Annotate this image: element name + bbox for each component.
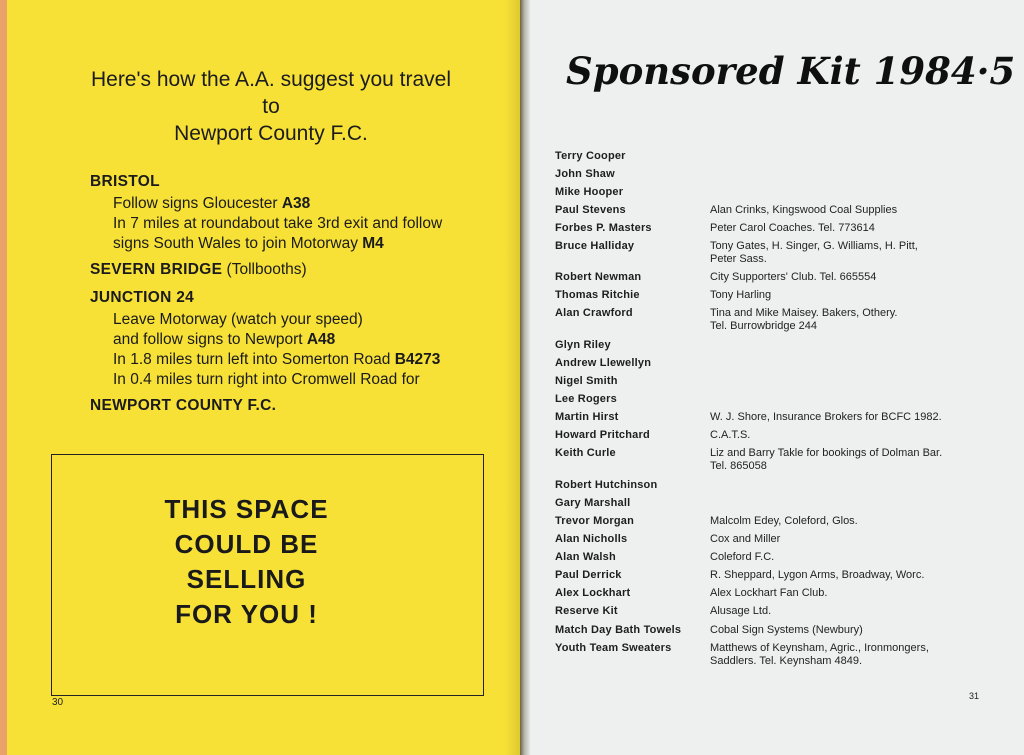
kit-item-name: Keith Curle — [555, 447, 616, 459]
book-gutter — [520, 0, 530, 755]
advert-line: COULD BE — [174, 529, 319, 559]
advert-space-box — [51, 454, 484, 696]
kit-sponsor-text: Alex Lockhart Fan Club. — [710, 587, 828, 599]
route-step-text: Follow signs Gloucester — [113, 195, 282, 212]
kit-item-name: Bruce Halliday — [555, 240, 635, 252]
kit-item-name: Andrew Llewellyn — [555, 357, 652, 369]
route-step — [90, 330, 500, 350]
road-number: A48 — [306, 331, 336, 348]
kit-sponsor-text: Tel. Burrowbridge 244 — [710, 320, 818, 332]
route-step: In 7 miles at roundabout take 3rd exit and follow — [113, 215, 443, 232]
kit-item-name: Gary Marshall — [555, 497, 631, 509]
route-step — [90, 350, 500, 370]
route-destination: NEWPORT COUNTY F.C. — [90, 397, 277, 414]
kit-sponsor-text: Coleford F.C. — [710, 551, 775, 563]
kit-sponsor-text: Peter Carol Coaches. Tel. 773614 — [710, 222, 875, 234]
kit-sponsor-text: City Supporters' Club. Tel. 665554 — [710, 271, 877, 283]
kit-item-name: Howard Pritchard — [555, 429, 650, 441]
route-step-text: and follow signs to Newport — [113, 331, 307, 348]
route-heading-bristol: BRISTOL — [90, 173, 160, 190]
kit-item-name: Martin Hirst — [555, 411, 619, 423]
kit-item-name: Alan Walsh — [555, 551, 616, 563]
advert-line: THIS SPACE — [164, 494, 329, 524]
route-directions — [90, 172, 500, 418]
page-edge — [0, 0, 7, 755]
kit-item-name: Nigel Smith — [555, 375, 618, 387]
kit-item-name: Alan Crawford — [555, 307, 633, 319]
kit-sponsor-text: Saddlers. Tel. Keynsham 4849. — [710, 655, 863, 667]
kit-sponsor-text: Tel. 865058 — [710, 460, 767, 472]
route-heading-severn-bridge — [90, 260, 500, 280]
route-step-text: In 1.8 miles turn left into Somerton Road — [113, 351, 395, 368]
kit-item-name: Paul Derrick — [555, 569, 622, 581]
page-number-right: 31 — [969, 691, 980, 701]
kit-sponsor-text: Cobal Sign Systems (Newbury) — [710, 624, 863, 636]
kit-sponsor-text: R. Sheppard, Lygon Arms, Broadway, Worc. — [710, 569, 925, 581]
route-step — [90, 194, 500, 214]
kit-item-name: Paul Stevens — [555, 204, 626, 216]
advert-line: SELLING — [186, 564, 307, 594]
road-number: A38 — [281, 195, 311, 212]
kit-item-name: Alan Nicholls — [555, 533, 628, 545]
kit-item-name: Mike Hooper — [555, 186, 624, 198]
advert-text — [52, 492, 483, 632]
kit-item-name: Lee Rogers — [555, 393, 617, 405]
route-step — [90, 234, 500, 254]
route-heading-junction: JUNCTION 24 — [90, 289, 195, 306]
kit-item-name: Youth Team Sweaters — [555, 642, 672, 654]
kit-item-name: Alex Lockhart — [555, 587, 631, 599]
travel-title — [40, 66, 502, 147]
kit-sponsor-text: W. J. Shore, Insurance Brokers for BCFC 1982. — [710, 411, 942, 423]
kit-item-name: John Shaw — [555, 168, 615, 180]
route-step: In 0.4 miles turn right into Cromwell Road for — [113, 371, 420, 388]
advert-line: FOR YOU ! — [175, 599, 318, 629]
page-title: Sponsored Kit 1984·5 — [566, 49, 1016, 93]
kit-item-name: Reserve Kit — [555, 605, 618, 617]
kit-sponsor-text: Tony Harling — [710, 289, 772, 301]
route-step-text: signs South Wales to join Motorway — [113, 235, 363, 252]
route-heading-text: SEVERN BRIDGE — [90, 261, 223, 278]
travel-title-line: to — [262, 95, 280, 118]
kit-sponsor-text: Tina and Mike Maisey. Bakers, Othery. — [710, 307, 898, 319]
kit-sponsor-text: Alan Crinks, Kingswood Coal Supplies — [710, 204, 898, 216]
kit-item-name: Match Day Bath Towels — [555, 624, 682, 636]
road-number: B4273 — [394, 351, 441, 368]
page-number-left: 30 — [52, 697, 64, 708]
kit-sponsor-text: Tony Gates, H. Singer, G. Williams, H. Pitt, — [710, 240, 918, 252]
kit-sponsor-text: C.A.T.S. — [710, 429, 751, 441]
travel-title-line: Newport County F.C. — [174, 122, 368, 145]
kit-sponsor-text: Alusage Ltd. — [710, 605, 772, 617]
kit-sponsor-text: Peter Sass. — [710, 253, 767, 265]
kit-sponsor-text: Cox and Miller — [710, 533, 781, 545]
kit-sponsor-text: Liz and Barry Takle for bookings of Dolman Bar. — [710, 447, 943, 459]
kit-item-name: Terry Cooper — [555, 150, 626, 162]
kit-item-name: Robert Newman — [555, 271, 642, 283]
kit-sponsor-text: Malcolm Edey, Coleford, Glos. — [710, 515, 858, 527]
kit-sponsor-text: Matthews of Keynsham, Agric., Ironmongers, — [710, 642, 929, 654]
kit-item-name: Trevor Morgan — [555, 515, 635, 527]
road-number: M4 — [362, 235, 384, 252]
kit-item-name: Robert Hutchinson — [555, 479, 658, 491]
route-step: Leave Motorway (watch your speed) — [113, 311, 363, 328]
kit-item-name: Thomas Ritchie — [555, 289, 640, 301]
kit-item-name: Forbes P. Masters — [555, 222, 652, 234]
travel-title-line: Here's how the A.A. suggest you travel — [90, 68, 452, 91]
route-heading-note: (Tollbooths) — [222, 261, 307, 278]
kit-item-name: Glyn Riley — [555, 339, 611, 351]
